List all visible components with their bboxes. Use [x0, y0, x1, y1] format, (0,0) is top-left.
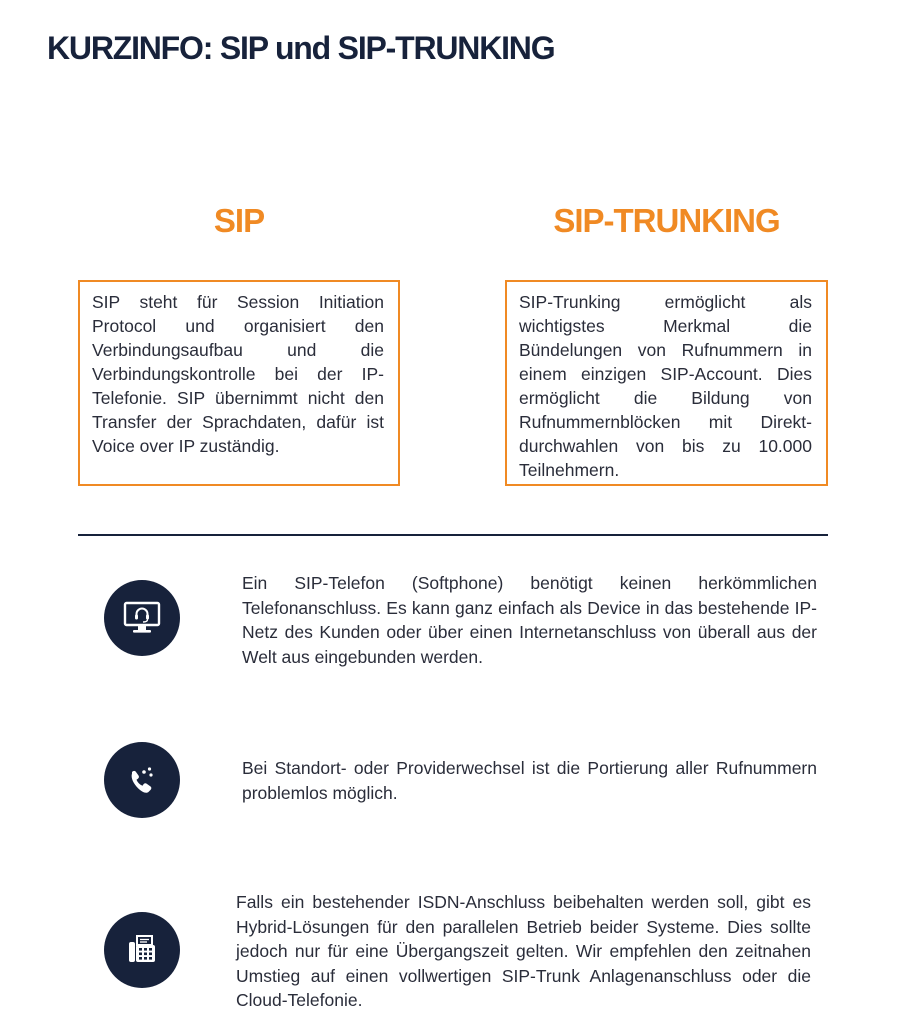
sip-info-box: [78, 280, 400, 486]
sip-trunking-heading: SIP-TRUNKING: [553, 202, 780, 239]
computer-headset-icon: [104, 580, 180, 656]
sip-info-text: SIP steht für Session Initiation Protocol und organisiert den Verbindungsaufbau und die Verbindungskontrolle bei der IP-Telefonie. SIP übernimmt nicht den Transfer der Sprachdaten, dafür ist Voice over IP zuständig.: [92, 292, 384, 456]
sip-trunking-info-box: [505, 280, 828, 486]
feature-softphone-text: Ein SIP-Telefon (Softphone) benötigt keinen herkömmlichen Telefonanschluss. Es kann ganz einfach als Device in das bestehende IP-Netz des Kunden oder über einen Internetanschluss von überall aus der Welt aus eingebunden werden.: [242, 573, 817, 667]
sip-heading: SIP: [213, 202, 265, 239]
feature-portierung-text: Bei Standort- oder Providerwechsel ist die Portierung aller Rufnummern problemlos möglich.: [242, 758, 817, 803]
fax-machine-icon: [104, 912, 180, 988]
sip-trunking-info-text: SIP-Trunking ermöglicht als wichtigstes Merkmal die Bündelungen von Rufnummern in einem einzigen SIP-Account. Dies ermöglicht die Bildung von Rufnummernblöcken mit Direkt-durchwahlen von bis zu 10.000 Teilnehmern.: [519, 292, 812, 480]
page-title: KURZINFO: SIP und SIP-TRUNKING: [47, 30, 555, 66]
section-divider: [78, 534, 828, 536]
feature-isdn-hybrid-text: Falls ein bestehender ISDN-Anschluss beibehalten werden soll, gibt es Hybrid-Lösungen für den parallelen Betrieb beider Systeme. Dies sollte jedoch nur für eine Übergangszeit gelten. Wir empfehlen den zeitnahen Umstieg auf einen vollwertigen SIP-Trunk Anlagenanschluss oder die Cloud-Telefonie.: [236, 892, 811, 1010]
phone-call-icon: [104, 742, 180, 818]
